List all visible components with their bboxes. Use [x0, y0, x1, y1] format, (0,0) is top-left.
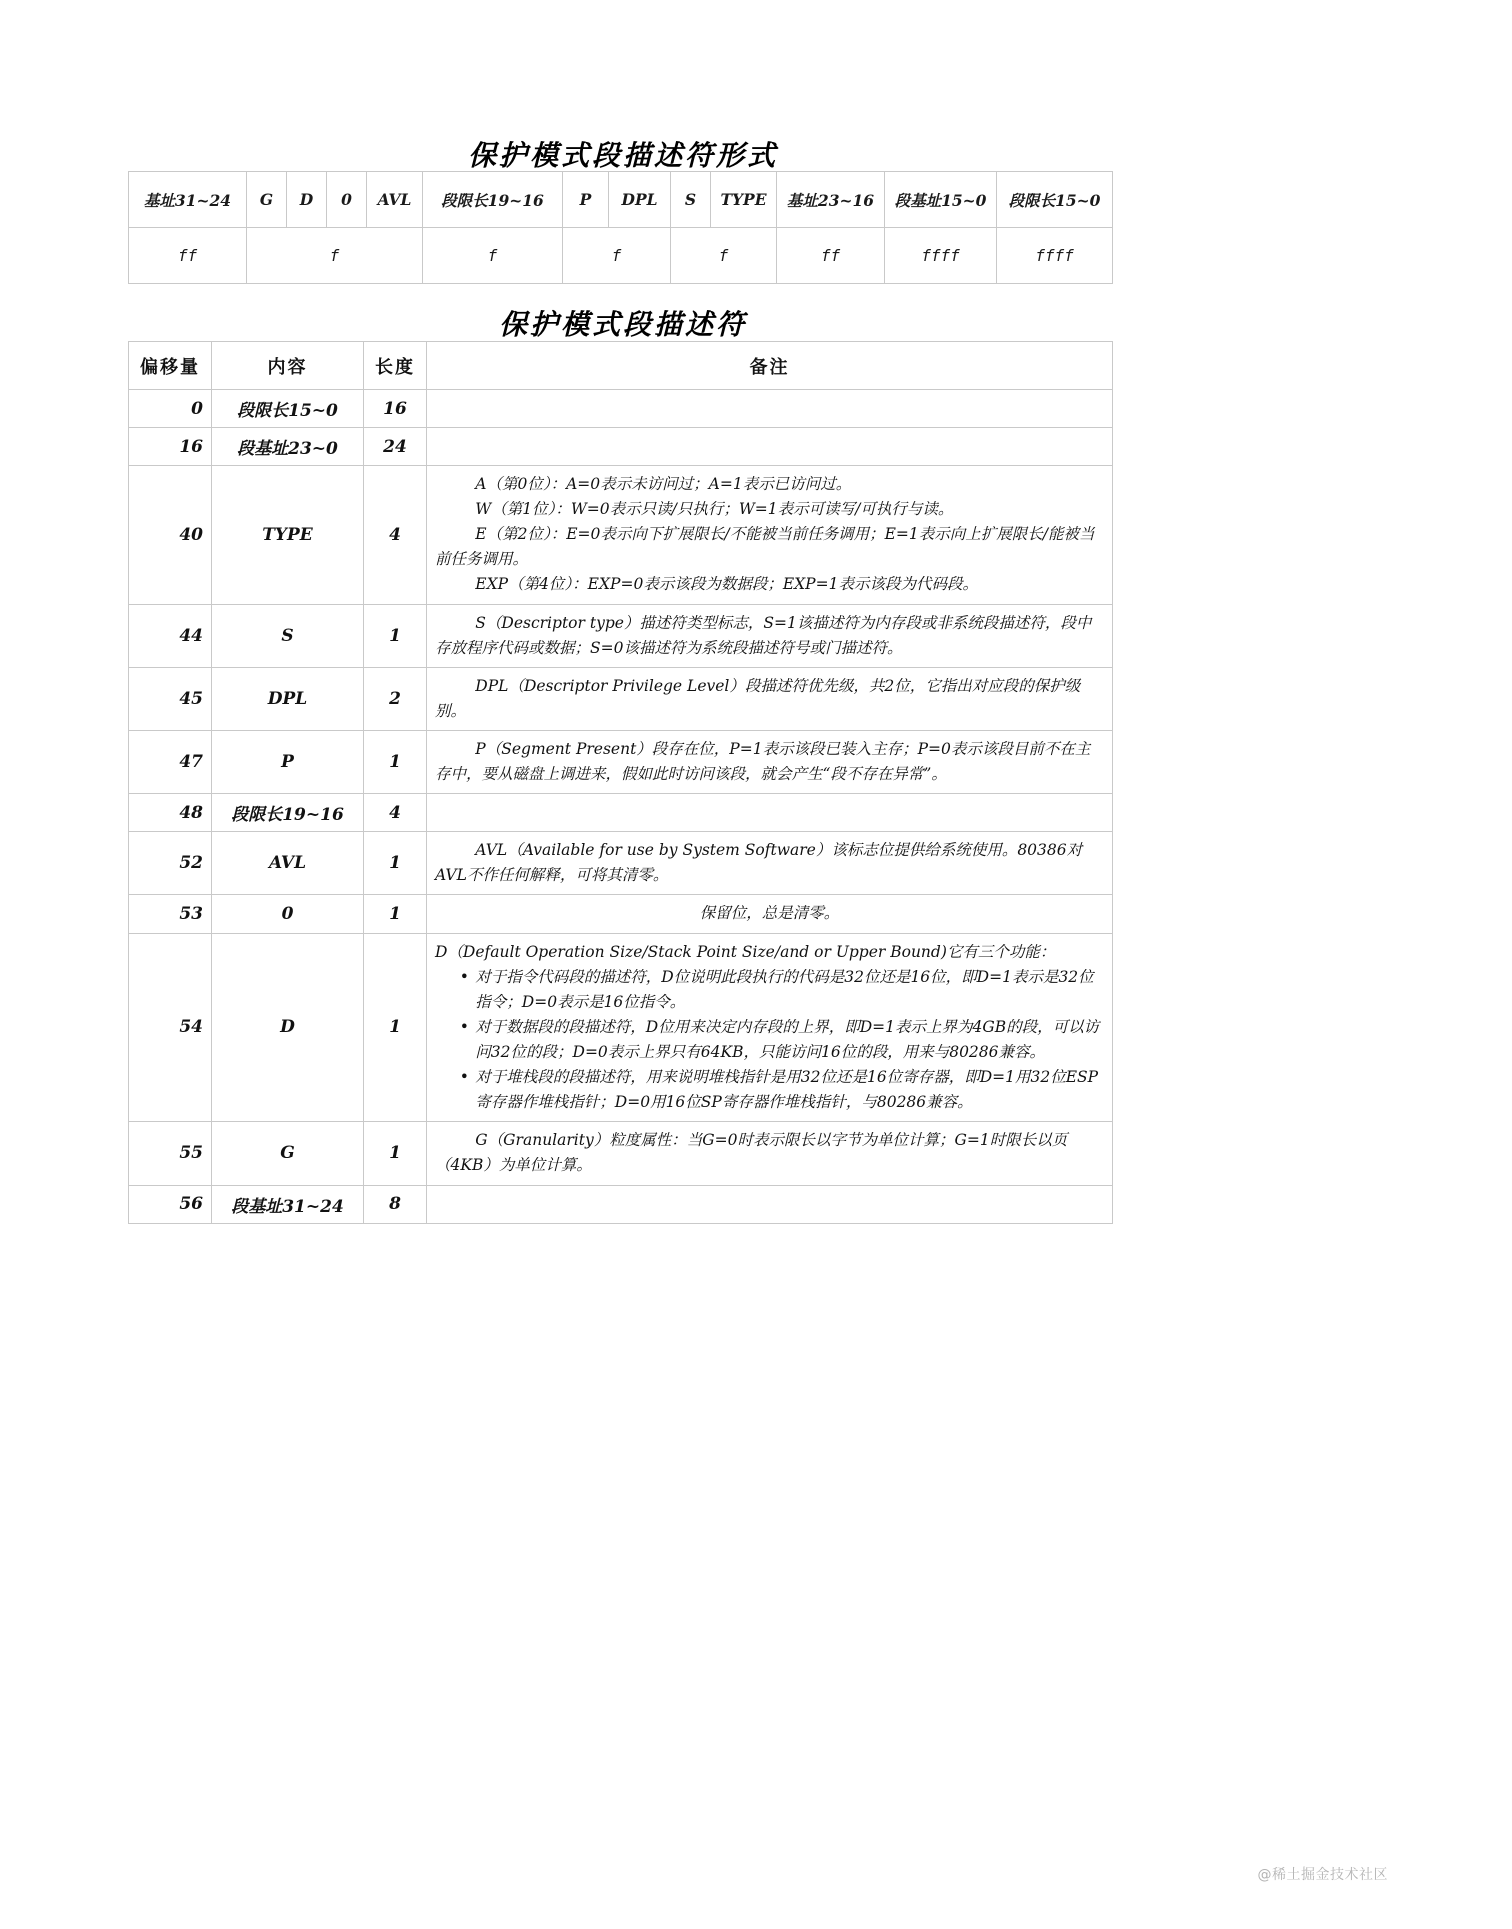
- table-row: [129, 832, 1113, 895]
- cell-note: [427, 895, 1113, 933]
- cell-note: [427, 832, 1113, 895]
- cell-content: P: [212, 730, 364, 793]
- cell-note: [427, 428, 1113, 466]
- cell-note: [427, 730, 1113, 793]
- table-header-row: [129, 342, 1113, 390]
- field-header-cell: DPL: [609, 172, 671, 228]
- cell-offset: 40: [129, 466, 212, 605]
- note-line: E（第2位）：E=0表示向下扩展限长/不能被当前任务调用；E=1表示向上扩展限长/能被当前任务调用。: [435, 525, 1095, 569]
- field-value-cell: f: [563, 228, 671, 284]
- field-value-cell: ffff: [885, 228, 997, 284]
- cell-offset: 44: [129, 604, 212, 667]
- cell-offset: 54: [129, 933, 212, 1122]
- cell-offset: 47: [129, 730, 212, 793]
- field-header-cell: 段限长19~16: [423, 172, 563, 228]
- table-row: [129, 794, 1113, 832]
- cell-note: [427, 604, 1113, 667]
- table-row: [129, 667, 1113, 730]
- cell-length: 1: [364, 895, 427, 933]
- watermark: @稀土掘金技术社区: [1257, 1867, 1388, 1883]
- note-line: DPL（Descriptor Privilege Level）段描述符优先级，共2位，它指出对应段的保护级别。: [435, 676, 1081, 720]
- cell-note: [427, 667, 1113, 730]
- cell-offset: 45: [129, 667, 212, 730]
- cell-note: [427, 933, 1113, 1122]
- cell-content: D: [212, 933, 364, 1122]
- field-value-cell: f: [671, 228, 777, 284]
- note-bullet: • 对于指令代码段的描述符，D位说明此段执行的代码是32位还是16位，即D=1表示是32位指令；D=0表示是16位指令。: [435, 965, 1104, 1015]
- cell-length: 1: [364, 730, 427, 793]
- note-line: D（Default Operation Size/Stack Point Size/and or Upper Bound)它有三个功能：: [435, 942, 1056, 961]
- cell-length: 4: [364, 794, 427, 832]
- table-row: [129, 428, 1113, 466]
- field-value-cell: f: [423, 228, 563, 284]
- column-header-length: 长度: [364, 342, 427, 390]
- note-bullet: • 对于堆栈段的段描述符，用来说明堆栈指针是用32位还是16位寄存器，即D=1用32位ESP寄存器作堆栈指针；D=0用16位SP寄存器作堆栈指针，与80286兼容。: [435, 1065, 1104, 1115]
- field-header-cell: D: [287, 172, 327, 228]
- table-row: [129, 895, 1113, 933]
- cell-length: 1: [364, 933, 427, 1122]
- table-row: [129, 1122, 1113, 1185]
- field-header-cell: G: [247, 172, 287, 228]
- cell-content: 0: [212, 895, 364, 933]
- note-line: W（第1位）：W=0表示只读/只执行；W=1表示可读写/可执行与读。: [475, 500, 954, 519]
- table-row: [129, 466, 1113, 605]
- cell-note: [427, 390, 1113, 428]
- segment-descriptor-field-table: [128, 171, 1113, 284]
- field-header-cell: 基址23~16: [777, 172, 885, 228]
- segment-descriptor-detail-table: [128, 341, 1113, 1224]
- note-line: A（第0位）：A=0表示未访问过；A=1表示已访问过。: [475, 475, 852, 493]
- cell-length: 16: [364, 390, 427, 428]
- table-row: [129, 604, 1113, 667]
- field-header-row: [129, 172, 1113, 228]
- field-value-row: [129, 228, 1113, 284]
- field-header-cell: 0: [327, 172, 367, 228]
- cell-content: G: [212, 1122, 364, 1185]
- cell-content: DPL: [212, 667, 364, 730]
- cell-length: 1: [364, 604, 427, 667]
- cell-content: 段基址31~24: [212, 1185, 364, 1223]
- cell-length: 2: [364, 667, 427, 730]
- cell-offset: 16: [129, 428, 212, 466]
- field-value-cell: f: [247, 228, 423, 284]
- field-value-cell: ffff: [997, 228, 1113, 284]
- note-line: S（Descriptor type）描述符类型标志，S=1该描述符为内存段或非系统段描述符，段中存放程序代码或数据；S=0该描述符为系统段描述符号或门描述符。: [435, 613, 1092, 657]
- cell-offset: 55: [129, 1122, 212, 1185]
- cell-content: 段限长19~16: [212, 794, 364, 832]
- page-title-form: 保护模式段描述符形式: [467, 139, 778, 172]
- cell-content: 段限长15~0: [212, 390, 364, 428]
- cell-note: [427, 466, 1113, 605]
- table-row: [129, 390, 1113, 428]
- field-header-cell: AVL: [367, 172, 423, 228]
- note-line: G（Granularity）粒度属性：当G=0时表示限长以字节为单位计算；G=1时限长以页（4KB）为单位计算。: [435, 1131, 1068, 1175]
- note-line: P（Segment Present）段存在位，P=1表示该段已装入主存；P=0表示该段目前不在主存中，要从磁盘上调进来，假如此时访问该段，就会产生“段不存在异常”。: [435, 739, 1091, 784]
- cell-offset: 56: [129, 1185, 212, 1223]
- cell-length: 1: [364, 832, 427, 895]
- field-header-cell: 段限长15~0: [997, 172, 1113, 228]
- table-row: [129, 730, 1113, 793]
- field-header-cell: 段基址15~0: [885, 172, 997, 228]
- field-header-cell: TYPE: [711, 172, 777, 228]
- cell-offset: 48: [129, 794, 212, 832]
- column-header-content: 内容: [212, 342, 364, 390]
- cell-content: S: [212, 604, 364, 667]
- note-bullet: • 对于数据段的段描述符，D位用来决定内存段的上界，即D=1表示上界为4GB的段，可以访问32位的段；D=0表示上界只有64KB，只能访问16位的段，用来与80286兼容。: [435, 1015, 1104, 1065]
- cell-length: 24: [364, 428, 427, 466]
- cell-length: 1: [364, 1122, 427, 1185]
- note-line: 保留位，总是清零。: [699, 904, 840, 923]
- table-row: [129, 1185, 1113, 1223]
- field-value-cell: ff: [129, 228, 247, 284]
- cell-offset: 0: [129, 390, 212, 428]
- field-header-cell: 基址31~24: [129, 172, 247, 228]
- field-header-cell: S: [671, 172, 711, 228]
- column-header-note: 备注: [427, 342, 1113, 390]
- cell-offset: 53: [129, 895, 212, 933]
- cell-content: AVL: [212, 832, 364, 895]
- note-line: EXP（第4位）：EXP=0表示该段为数据段；EXP=1表示该段为代码段。: [475, 575, 978, 594]
- page-title-descriptor: 保护模式段描述符: [498, 308, 747, 341]
- cell-note: [427, 794, 1113, 832]
- cell-length: 4: [364, 466, 427, 605]
- column-header-offset: 偏移量: [129, 342, 212, 390]
- field-header-cell: P: [563, 172, 609, 228]
- cell-note: [427, 1122, 1113, 1185]
- cell-content: 段基址23~0: [212, 428, 364, 466]
- cell-offset: 52: [129, 832, 212, 895]
- cell-content: TYPE: [212, 466, 364, 605]
- table-row: [129, 933, 1113, 1122]
- note-line: AVL（Available for use by System Software）该标志位提供给系统使用。80386对AVL不作任何解释，可将其清零。: [435, 841, 1083, 885]
- cell-length: 8: [364, 1185, 427, 1223]
- cell-note: [427, 1185, 1113, 1223]
- field-value-cell: ff: [777, 228, 885, 284]
